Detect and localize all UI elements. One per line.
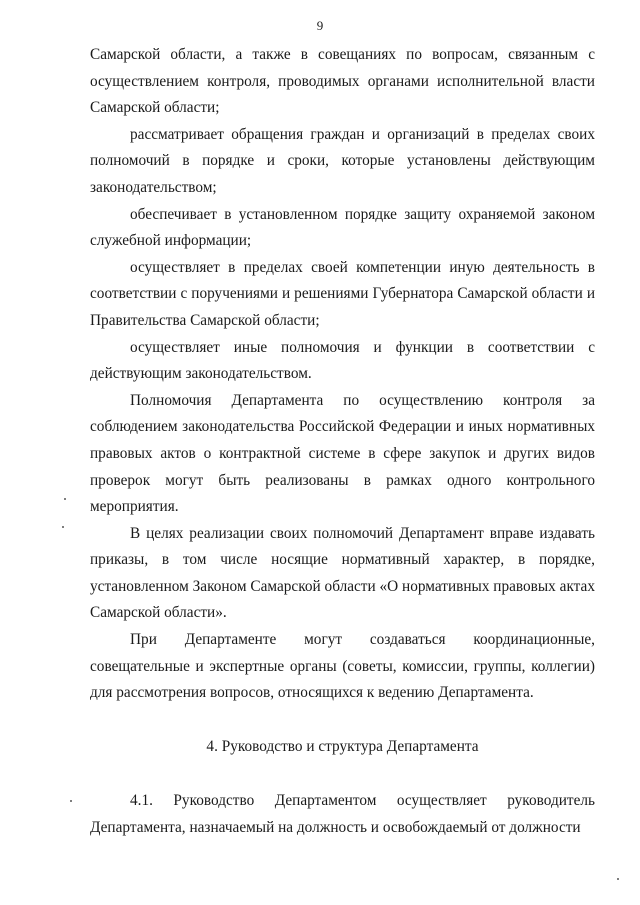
paragraph-advisory-bodies: При Департаменте могут создаваться координационные, совещательные и экспертные органы (советы, комиссии, группы, коллегии) для рассмотрения вопросов, относящихся к ведению Департамента.: [90, 631, 595, 702]
paragraph-citizen-appeals: рассматривает обращения граждан и организаций в пределах своих полномочий в порядке и сроки, которые установлены действующим законодательством;: [90, 125, 595, 196]
scan-speck: [64, 498, 66, 500]
paragraph-orders: В целях реализации своих полномочий Департамент вправе издавать приказы, в том числе носящие нормативный характер, в порядке, установленном Законом Самарской области «О нормативных правовых актах Самарской области».: [90, 524, 595, 622]
document-body: [90, 42, 595, 842]
paragraph-continuation: Самарской области, а также в совещаниях по вопросам, связанным с осуществлением контроля, проводимых органами исполнительной власти Самарской области;: [90, 46, 595, 117]
scan-speck: [617, 878, 619, 880]
scan-speck: [62, 526, 64, 528]
paragraph-leadership: 4.1. Руководство Департаментом осуществляет руководитель Департамента, назначаемый на должность и освобождаемый от должности: [90, 792, 595, 837]
page-number: 9: [316, 18, 324, 33]
paragraph-other-powers: осуществляет иные полномочия и функции в соответствии с действующим законодательством.: [90, 338, 595, 383]
scan-speck: [70, 800, 72, 802]
paragraph-other-activity: осуществляет в пределах своей компетенции иную деятельность в соответствии с поручениями и решениями Губернатора Самарской области и Правительства Самарской области;: [90, 258, 595, 329]
paragraph-information-protection: обеспечивает в установленном порядке защиту охраняемой законом служебной информации;: [90, 205, 595, 250]
paragraph-control-powers: Полномочия Департамента по осуществлению контроля за соблюдением законодательства Российской Федерации и иных нормативных правовых актов о контрактной системе в сфере закупок и других видов проверок могут быть реализованы в рамках одного контрольного мероприятия.: [90, 391, 595, 516]
section-heading: 4. Руководство и структура Департамента: [206, 737, 479, 755]
